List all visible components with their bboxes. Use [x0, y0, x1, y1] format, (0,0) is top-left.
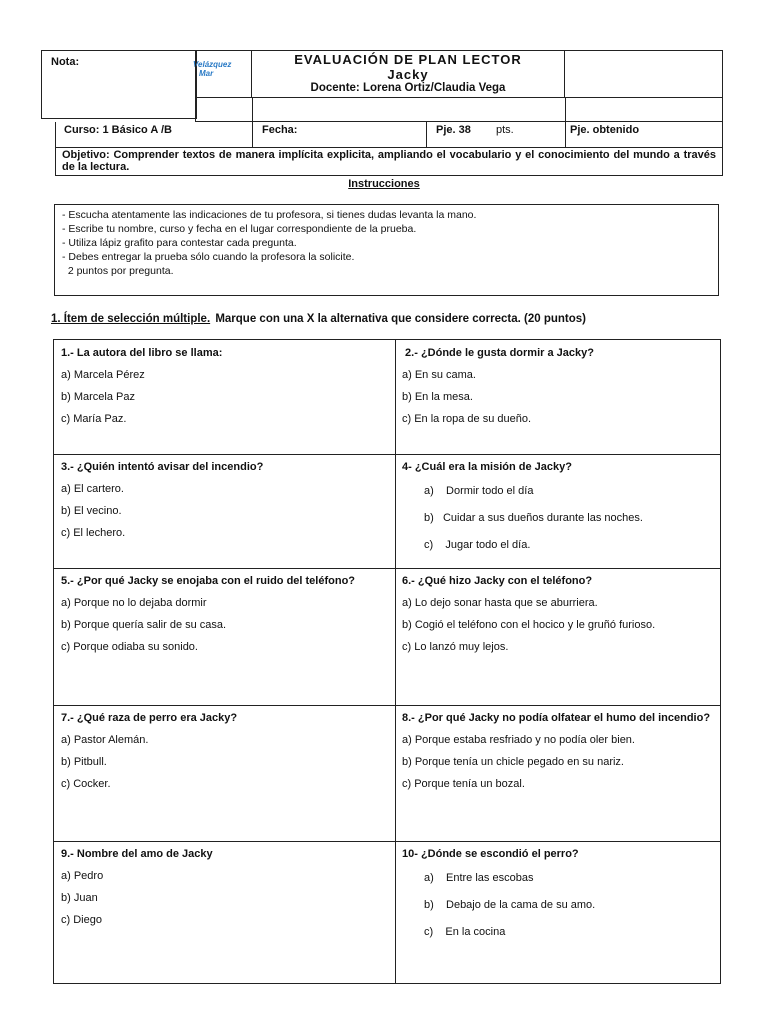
section-text: Marque con una X la alternativa que considere correcta. (20 puntos) — [212, 313, 586, 325]
instruction-line: - Utiliza lápiz grafito para contestar cada pregunta. — [62, 237, 297, 249]
nota-label: Nota: — [51, 56, 80, 68]
question-9 — [54, 841, 395, 933]
option-c[interactable]: c) Lo lanzó muy lejos. — [402, 641, 509, 653]
option-c[interactable]: c) En la ropa de su dueño. — [402, 413, 532, 425]
question-text: 8.- ¿Por qué Jacky no podía olfatear el humo del incendio? — [402, 712, 711, 724]
option-b[interactable]: b) Porque quería salir de su casa. — [61, 619, 227, 631]
option-a[interactable]: a) El cartero. — [61, 483, 124, 495]
option-a[interactable]: a) Porque estaba resfriado y no podía oler bien. — [402, 734, 635, 746]
question-text: 9.- Nombre del amo de Jacky — [61, 848, 213, 860]
option-b[interactable]: b) Marcela Paz — [61, 391, 135, 403]
option-b[interactable]: b) Juan — [61, 892, 98, 904]
date-label: Fecha: — [262, 124, 298, 136]
option-c[interactable]: c) María Paz. — [61, 413, 127, 425]
option-c[interactable]: c) Porque tenía un bozal. — [402, 778, 525, 790]
score-label: Pje. 38 — [436, 124, 471, 136]
instruction-line: - Escribe tu nombre, curso y fecha en el lugar correspondiente de la prueba. — [62, 223, 417, 235]
option-c[interactable]: c) Jugar todo el día. — [424, 539, 531, 551]
title-cell — [251, 50, 565, 98]
question-3 — [54, 454, 395, 546]
question-1 — [54, 340, 395, 432]
option-a[interactable]: a) Porque no lo dejaba dormir — [61, 597, 207, 609]
option-b[interactable]: b) Cuidar a sus dueños durante las noches. — [424, 512, 643, 524]
option-a[interactable]: a) Pastor Alemán. — [61, 734, 149, 746]
question-text: 3.- ¿Quién intentó avisar del incendio? — [61, 461, 264, 473]
question-text: 6.- ¿Qué hizo Jacky con el teléfono? — [402, 575, 593, 587]
book-title: Jacky — [387, 67, 429, 82]
option-a[interactable]: a) Marcela Pérez — [61, 369, 145, 381]
option-c[interactable]: c) En la cocina — [424, 926, 506, 938]
teacher-names: Docente: Lorena Ortiz/Claudia Vega — [310, 82, 506, 94]
blank-row — [195, 98, 723, 122]
question-text: 2.- ¿Dónde le gusta dormir a Jacky? — [402, 347, 594, 359]
question-10 — [395, 841, 721, 948]
objective: Objetivo: Comprender textos de manera implícita explicita, ampliando el vocabulario y el conocimiento del mundo a través de la lectura. — [55, 148, 723, 176]
option-c[interactable]: c) Cocker. — [61, 778, 111, 790]
question-7 — [54, 705, 395, 797]
points-unit: pts. — [496, 124, 514, 136]
section-number: 1. Ítem de selección múltiple. — [51, 313, 211, 325]
exam-title: EVALUACIÓN DE PLAN LECTOR — [294, 52, 522, 67]
option-a[interactable]: a) Pedro — [61, 870, 104, 882]
option-b[interactable]: b) Debajo de la cama de su amo. — [424, 899, 596, 911]
option-a[interactable]: a) Dormir todo el día — [424, 485, 534, 497]
option-b[interactable]: b) En la mesa. — [402, 391, 473, 403]
question-text: 5.- ¿Por qué Jacky se enojaba con el ruido del teléfono? — [61, 575, 356, 587]
option-c[interactable]: c) El lechero. — [61, 527, 126, 539]
option-b[interactable]: b) Porque tenía un chicle pegado en su nariz. — [402, 756, 624, 768]
course-label: Curso: 1 Básico A /B — [64, 124, 172, 136]
question-2 — [395, 340, 721, 432]
option-a[interactable]: a) Entre las escobas — [424, 872, 534, 884]
option-c[interactable]: c) Porque odiaba su sonido. — [61, 641, 198, 653]
option-a[interactable]: a) En su cama. — [402, 369, 476, 381]
question-grid — [53, 339, 721, 984]
option-b[interactable]: b) Cogió el teléfono con el hocico y le gruñó furioso. — [402, 619, 656, 631]
logo-line1: Velázquez — [193, 60, 232, 69]
score-obtained-label: Pje. obtenido — [570, 124, 640, 136]
question-text: 1.- La autora del libro se llama: — [61, 347, 223, 359]
option-b[interactable]: b) El vecino. — [61, 505, 122, 517]
option-b[interactable]: b) Pitbull. — [61, 756, 107, 768]
question-text: 10- ¿Dónde se escondió el perro? — [402, 848, 579, 860]
course-row — [55, 122, 723, 148]
question-5 — [54, 568, 395, 660]
option-c[interactable]: c) Diego — [61, 914, 102, 926]
question-4 — [395, 454, 721, 561]
question-6 — [395, 568, 721, 660]
question-text: 4- ¿Cuál era la misión de Jacky? — [402, 461, 572, 473]
question-8 — [395, 705, 721, 797]
instructions-title: Instrucciones — [348, 178, 420, 190]
section-heading — [51, 313, 586, 325]
instructions-box — [54, 204, 719, 296]
option-a[interactable]: a) Lo dejo sonar hasta que se aburriera. — [402, 597, 598, 609]
question-text: 7.- ¿Qué raza de perro era Jacky? — [61, 712, 238, 724]
instruction-line: 2 puntos por pregunta. — [62, 265, 174, 277]
instruction-line: - Debes entregar la prueba sólo cuando la profesora la solicite. — [62, 251, 355, 263]
instruction-line: - Escucha atentamente las indicaciones de tu profesora, si tienes dudas levanta la mano. — [62, 209, 477, 221]
logo-line2: Mar — [199, 69, 214, 78]
